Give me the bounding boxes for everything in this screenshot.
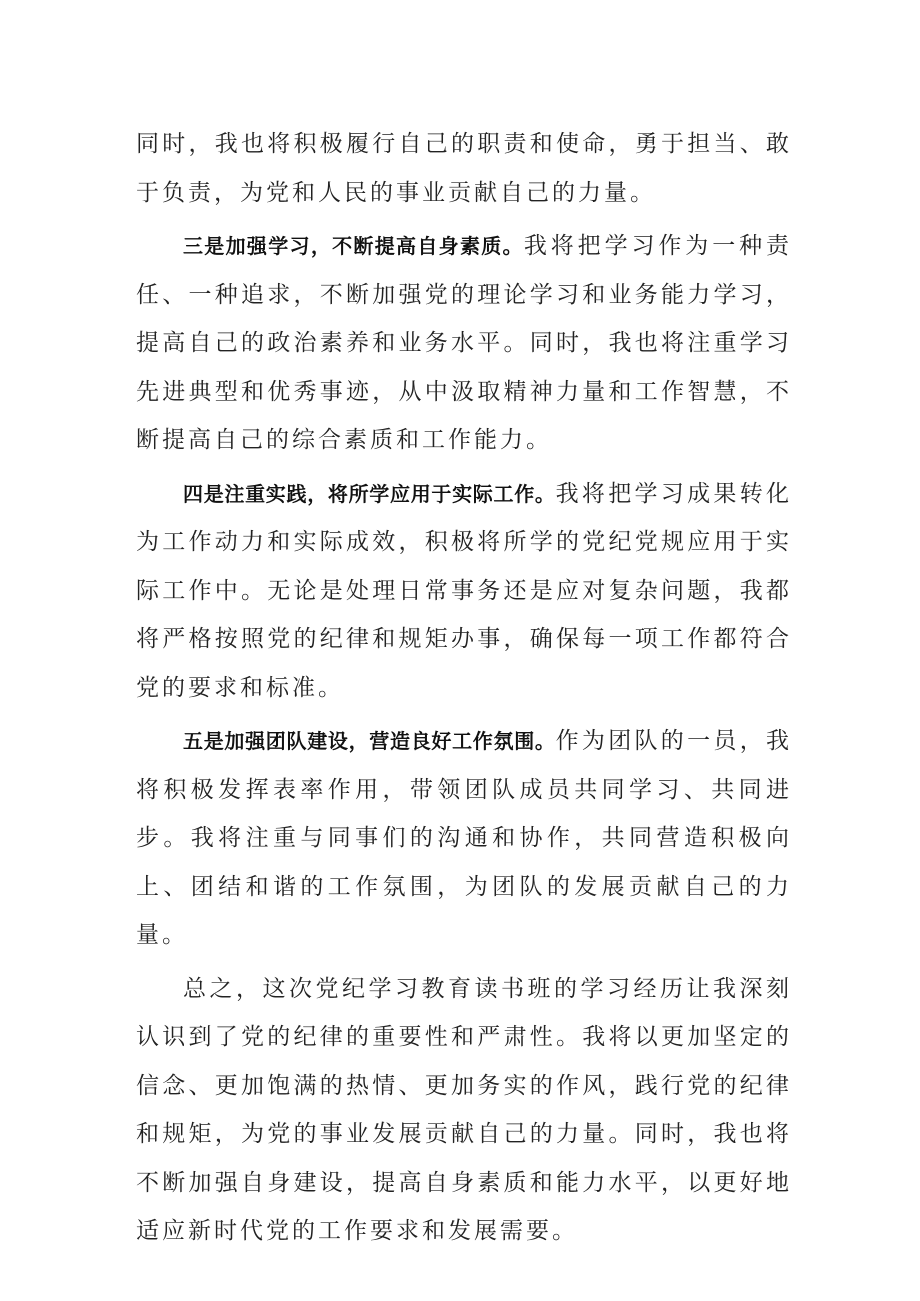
paragraph-text: 同时，我也将积极履行自己的职责和使命，勇于担当、敢于负责，为党和人民的事业贡献自己的力量。 bbox=[136, 131, 792, 206]
paragraph-point-four bbox=[136, 470, 792, 713]
paragraph-conclusion bbox=[136, 965, 792, 1256]
paragraph-text: 总之，这次党纪学习教育读书班的学习经历让我深刻认识到了党的纪律的重要性和严肃性。我将以更加坚定的信念、更加饱满的热情、更加务实的作风，践行党的纪律和规矩，为党的事业发展贡献自己的力量。同时，我也将不断加强自身建设，提高自身素质和能力水平，以更好地适应新时代党的工作要求和发展需要。 bbox=[136, 975, 792, 1244]
paragraph-point-five bbox=[136, 717, 792, 960]
document-body bbox=[136, 120, 792, 1261]
paragraph-text: 我将把学习作为一种责任、一种追求，不断加强党的理论学习和业务能力学习，提高自己的政治素养和业务水平。同时，我也将注重学习先进典型和优秀事迹，从中汲取精神力量和工作智慧，不断提高自己的综合素质和工作能力。 bbox=[136, 233, 793, 453]
paragraph-lead-heading: 五是加强团队建设，营造良好工作氛围。 bbox=[183, 729, 556, 753]
paragraph-lead-heading: 四是注重实践，将所学应用于实际工作。 bbox=[183, 481, 556, 506]
paragraph-text: 作为团队的一员，我将积极发挥表率作用，带领团队成员共同学习、共同进步。我将注重与同事们的沟通和协作，共同营造积极向上、团结和谐的工作氛围，为团队的发展贡献自己的力量。 bbox=[136, 728, 793, 948]
paragraph-point-three bbox=[136, 222, 792, 465]
paragraph-text: 我将把学习成果转化为工作动力和实际成效，积极将所学的党纪党规应用于实际工作中。无论是处理日常事务还是应对复杂问题，我都将严格按照党的纪律和规矩办事，确保每一项工作都符合党的要求和标准。 bbox=[136, 480, 793, 701]
paragraph-lead-heading: 三是加强学习，不断提高自身素质。 bbox=[183, 234, 524, 258]
paragraph-continuation bbox=[136, 120, 792, 217]
